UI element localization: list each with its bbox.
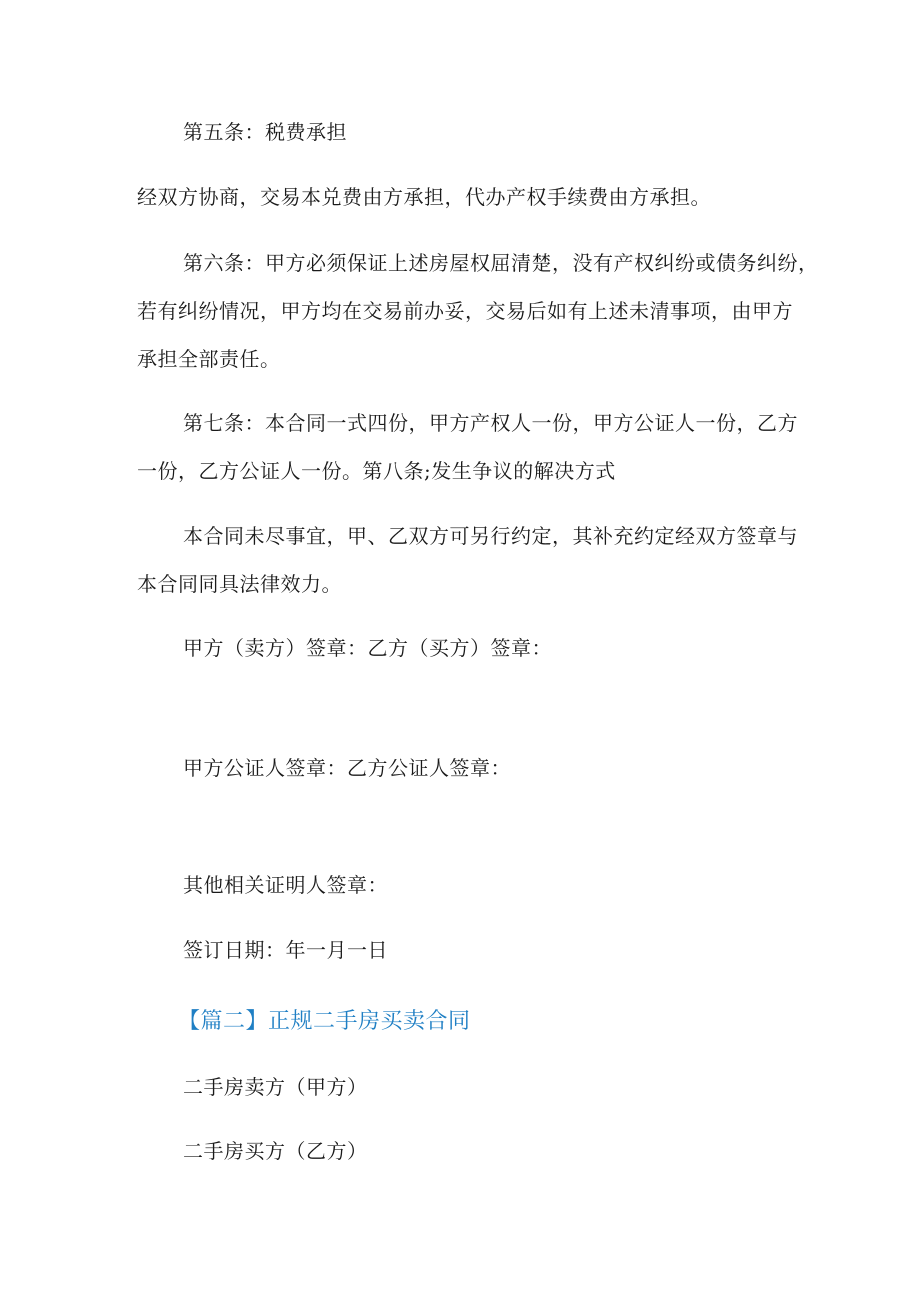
notary-signature-line: 甲方公证人签章：乙方公证人签章： [183, 756, 511, 780]
supplement-line-2: 本合同同具法律效力。 [137, 572, 342, 596]
article-7-line-1: 第七条：本合同一式四份，甲方产权人一份，甲方公证人一份，乙方 [183, 411, 798, 435]
article-6-line-1: 第六条：甲方必须保证上述房屋权屈清楚，没有产权纠纷或债务纠纷， [183, 251, 819, 275]
witness-signature-line: 其他相关证明人签章： [183, 873, 388, 897]
buyer-party-line: 二手房买方（乙方） [183, 1139, 368, 1163]
article-7-line-2: 一份，乙方公证人一份。第八条;发生争议的解决方式 [137, 459, 616, 483]
signing-date-line: 签订日期：年一月一日 [183, 938, 388, 962]
section-heading: 【篇二】正规二手房买卖合同 [178, 1009, 471, 1034]
article-6-line-3: 承担全部责任。 [137, 347, 281, 371]
supplement-line-1: 本合同未尽事宜，甲、乙双方可另行约定，其补充约定经双方签章与 [183, 524, 798, 548]
article-5-body: 经双方协商，交易本兑费由方承担，代办产权手续费由方承担。 [137, 185, 711, 209]
seller-party-line: 二手房卖方（甲方） [183, 1075, 368, 1099]
party-signature-line: 甲方（卖方）签章：乙方（买方）签章： [183, 636, 552, 660]
article-6-line-2: 若有纠纷情况，甲方均在交易前办妥，交易后如有上述未清事项，由甲方 [137, 299, 793, 323]
article-5-title: 第五条：税费承担 [183, 120, 347, 144]
